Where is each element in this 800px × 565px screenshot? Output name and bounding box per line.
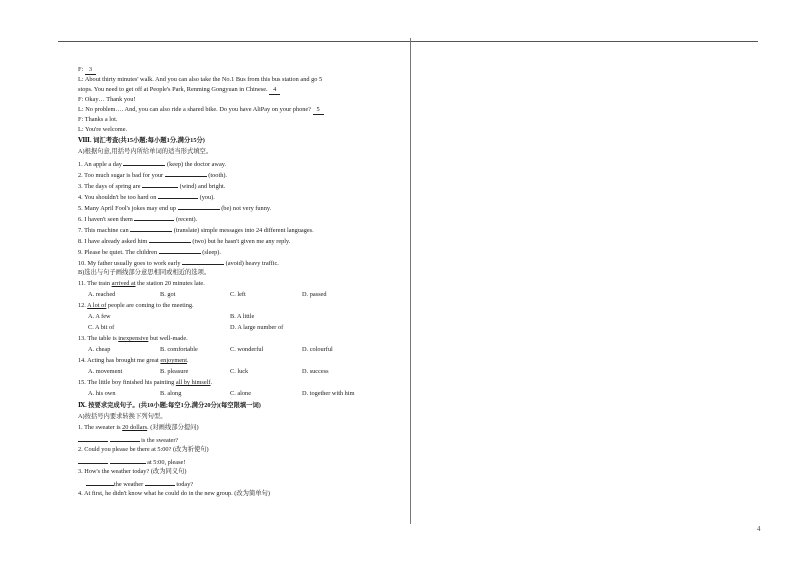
mc-13-option-a: A. cheap bbox=[88, 346, 111, 353]
mc-item-14: 14. Acting has brought me great enjoyment. bbox=[78, 357, 189, 364]
mc-15-option-d: D. together with him bbox=[302, 390, 355, 397]
mc-item-11: 11. The train arrived at the station 20 minutes late. bbox=[78, 280, 205, 287]
section-9-heading: Ⅸ. 按要求完成句子。(共10小题;每空1分,满分20分)(每空限填一词) bbox=[78, 402, 261, 409]
transform-item-3-answer: the weather today? bbox=[78, 479, 193, 489]
mc-14-option-b: B. pleasure bbox=[160, 368, 189, 375]
mc-12-option-a: A. A few bbox=[88, 313, 111, 320]
vocab-item-5: 5. Many April Fool's jokes may end up (be) not very funny. bbox=[78, 205, 272, 212]
section-9-part-a: A)按括号内要求转换下列句型。 bbox=[78, 413, 167, 420]
dialogue-line-2: L: About thirty minutes' walk. And you can also take the No.1 Bus from this bus station and go 5 bbox=[78, 76, 323, 83]
dialogue-line-7: L: You're welcome. bbox=[78, 126, 128, 133]
mc-13-option-c: C. wonderful bbox=[230, 346, 264, 353]
dialogue-line-3: stops. You need to get off at People's Park, Renming Gongyuan in Chinese. 4 bbox=[78, 86, 280, 95]
top-rule bbox=[58, 41, 758, 42]
vocab-item-1: 1. An apple a day (keep) the doctor away. bbox=[78, 161, 227, 168]
mc-item-12: 12. A lot of people are coming to the meeting. bbox=[78, 302, 194, 309]
transform-item-2-answer: at 5:00, please! bbox=[78, 457, 185, 467]
transform-item-3: 3. How's the weather today? (改为同义句) bbox=[78, 468, 187, 475]
dialogue-line-5: L: No problem…. And, you can also ride a shared bike. Do you have AliPay on your phone? 5 bbox=[78, 106, 324, 115]
mc-12-option-c: C. A bit of bbox=[88, 324, 115, 331]
mc-item-15: 15. The little boy finished his painting all by himself. bbox=[78, 379, 213, 386]
section-8-part-a: A)根据句意,用括号内所给单词的适当形式填空。 bbox=[78, 148, 213, 155]
vocab-item-10: 10. My father usually goes to work early (avoid) heavy traffic. bbox=[78, 260, 279, 267]
mc-11-option-d: D. passed bbox=[302, 291, 327, 298]
vocab-item-8: 8. I have already asked him (two) but he hasn't given me any reply. bbox=[78, 238, 291, 245]
vocab-item-9: 9. Please be quiet. The children (sleep). bbox=[78, 249, 221, 256]
answer-blank-5: 5 bbox=[313, 106, 324, 115]
transform-item-2: 2. Could you please be there at 5:00? (改为祈使句) bbox=[78, 446, 209, 453]
mc-14-option-c: C. luck bbox=[230, 368, 249, 375]
page-number: 4 bbox=[757, 525, 761, 533]
dialogue-line-4: F: Okay… Thank you! bbox=[78, 96, 136, 103]
mc-13-option-b: B. comfortable bbox=[160, 346, 198, 353]
vocab-item-7: 7. This machine can (translate) simple messages into 24 different languages. bbox=[78, 227, 314, 234]
mc-15-option-a: A. his own bbox=[88, 390, 116, 397]
section-8-part-b: B)选出与句子画线部分意思相同或相近的选项。 bbox=[78, 269, 211, 276]
answer-blank-3: 3 bbox=[85, 66, 96, 75]
vocab-item-3: 3. The days of spring are (wind) and bright. bbox=[78, 183, 226, 190]
mc-12-option-b: B. A little bbox=[230, 313, 255, 320]
mc-15-option-b: B. along bbox=[160, 390, 182, 397]
transform-item-1: 1. The sweater is 20 dollars. (对画线部分提问) bbox=[78, 424, 199, 431]
mc-15-option-c: C. alone bbox=[230, 390, 251, 397]
section-8-heading: Ⅷ. 词汇考查(共15小题;每小题1分,满分15分) bbox=[78, 137, 205, 144]
vocab-item-2: 2. Too much sugar is bad for your (tooth). bbox=[78, 172, 228, 179]
mc-12-option-d: D. A large number of bbox=[230, 324, 284, 331]
vocab-item-4: 4. You shouldn't be too hard on (you). bbox=[78, 194, 215, 201]
mc-11-option-b: B. got bbox=[160, 291, 176, 298]
dialogue-line-6: F: Thanks a lot. bbox=[78, 116, 118, 123]
vocab-item-6: 6. I haven't seen them (recent). bbox=[78, 216, 198, 223]
transform-item-1-answer: is the sweater? bbox=[78, 435, 178, 445]
mc-11-option-c: C. left bbox=[230, 291, 246, 298]
dialogue-line-1: F: 3 bbox=[78, 66, 96, 75]
mc-13-option-d: D. colourful bbox=[302, 346, 333, 353]
column-separator bbox=[410, 38, 411, 524]
transform-item-4: 4. At first, he didn't know what he could do in the new group. (改为简单句) bbox=[78, 490, 270, 497]
mc-14-option-a: A. movement bbox=[88, 368, 123, 375]
mc-11-option-a: A. reached bbox=[88, 291, 116, 298]
mc-14-option-d: D. success bbox=[302, 368, 329, 375]
answer-blank-4: 4 bbox=[269, 86, 280, 95]
mc-item-13: 13. The table is inexpensive but well-made. bbox=[78, 335, 188, 342]
